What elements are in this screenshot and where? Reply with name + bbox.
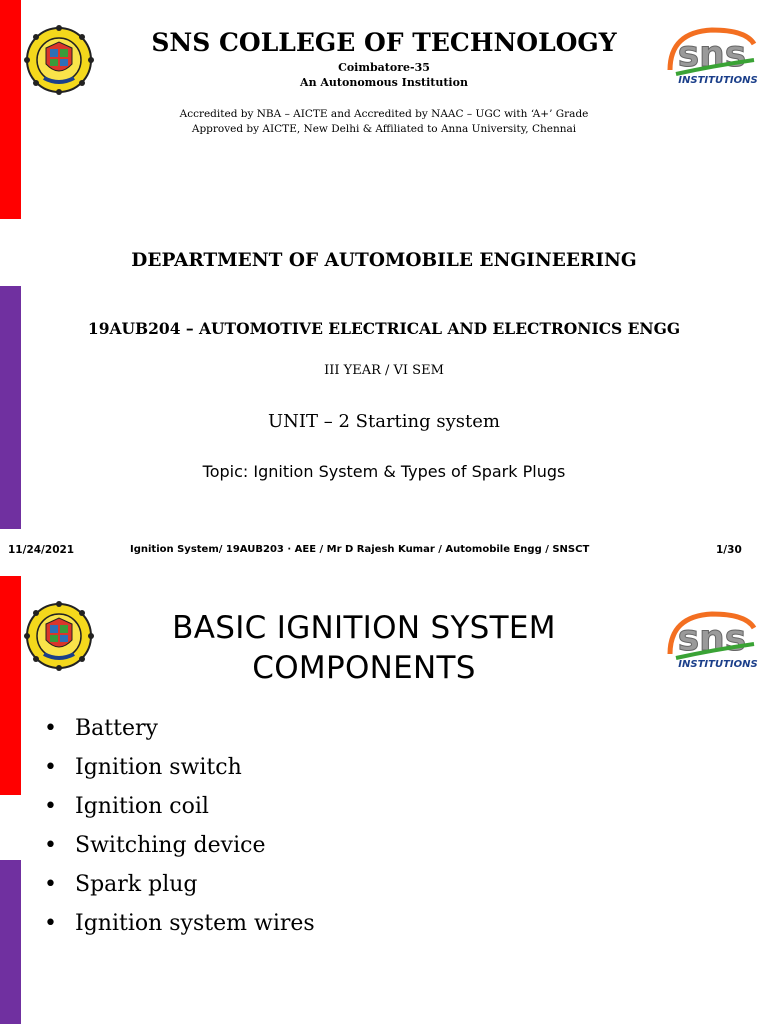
topic-title: Topic: Ignition System & Types of Spark Plugs bbox=[202, 462, 566, 481]
bullet-icon: • bbox=[44, 911, 57, 936]
sns-institutions-logo bbox=[666, 606, 758, 668]
list-item: • Ignition switch bbox=[44, 753, 315, 792]
approval-text: Approved by AICTE, New Delhi & Affiliated to Anna University, Chennai bbox=[191, 123, 577, 135]
red-accent-bar bbox=[0, 576, 21, 795]
slide-title-line-2: COMPONENTS bbox=[252, 650, 476, 686]
content-slide bbox=[0, 574, 768, 1024]
accreditation-text: Accredited by NBA – AICTE and Accredited by NAAC – UGC with ‘A+’ Grade bbox=[179, 108, 589, 120]
unit-title: UNIT – 2 Starting system bbox=[268, 411, 500, 432]
college-emblem-icon bbox=[24, 594, 94, 678]
slide-title bbox=[120, 608, 608, 688]
bullet-icon: • bbox=[44, 716, 57, 741]
svg-text:sns: sns bbox=[677, 618, 747, 659]
college-status: An Autonomous Institution bbox=[300, 76, 468, 89]
list-item: • Battery bbox=[44, 714, 315, 753]
department-title: DEPARTMENT OF AUTOMOBILE ENGINEERING bbox=[131, 250, 637, 271]
list-item: • Ignition coil bbox=[44, 792, 315, 831]
footer-info: Ignition System/ 19AUB203 · AEE / Mr D Rajesh Kumar / Automobile Engg / SNSCT bbox=[130, 544, 590, 555]
year-semester: III YEAR / VI SEM bbox=[324, 363, 444, 378]
bullet-icon: • bbox=[44, 794, 57, 819]
slide-title-line-1: BASIC IGNITION SYSTEM bbox=[172, 610, 556, 646]
svg-text:sns: sns bbox=[677, 34, 747, 75]
college-location: Coimbatore-35 bbox=[338, 61, 430, 74]
svg-text:INSTITUTIONS: INSTITUTIONS bbox=[678, 75, 758, 84]
list-item: • Ignition system wires bbox=[44, 909, 315, 948]
college-name: SNS COLLEGE OF TECHNOLOGY bbox=[151, 28, 617, 57]
bullet-icon: • bbox=[44, 872, 57, 897]
bullet-icon: • bbox=[44, 755, 57, 780]
list-item: • Spark plug bbox=[44, 870, 315, 909]
course-title: 19AUB204 – AUTOMOTIVE ELECTRICAL AND ELECTRONICS ENGG bbox=[87, 319, 681, 338]
footer-page-number: 1/30 bbox=[716, 544, 742, 556]
footer-date: 11/24/2021 bbox=[8, 544, 75, 556]
components-list bbox=[44, 714, 315, 948]
list-item: • Switching device bbox=[44, 831, 315, 870]
svg-text:INSTITUTIONS: INSTITUTIONS bbox=[678, 659, 758, 668]
purple-accent-bar bbox=[0, 860, 21, 1024]
bullet-icon: • bbox=[44, 833, 57, 858]
